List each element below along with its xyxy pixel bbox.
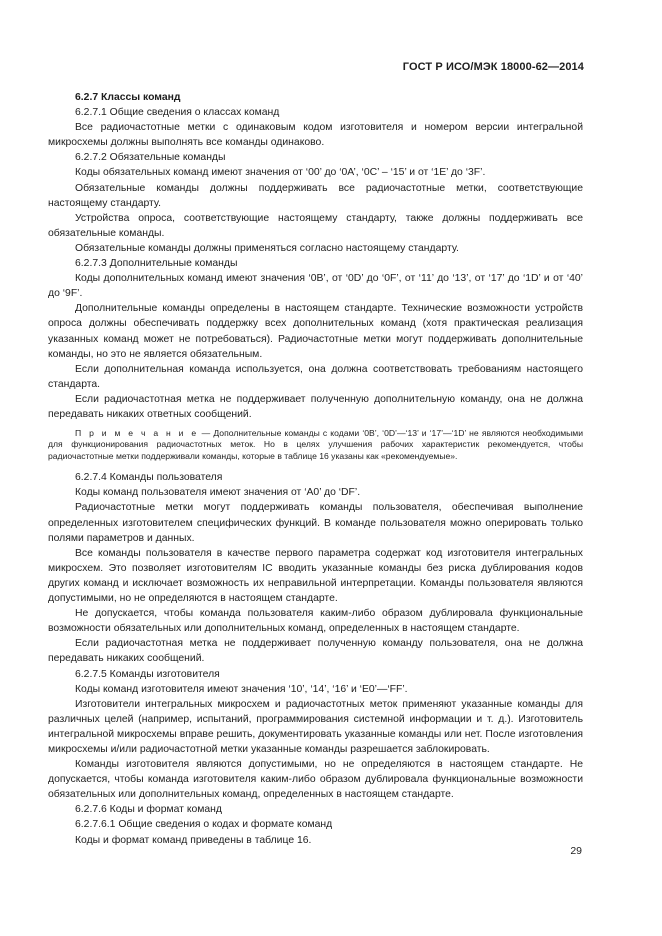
subsection-heading: 6.2.7.1 Общие сведения о классах команд [75, 107, 280, 119]
paragraph: Все команды пользователя в качестве первого параметра содержат код изготовителя интегральных микросхем. Это позволяет изготовителям IC вводить указанные команды без риска дублирования кодов других команд и исключает возможность их неправильной интерпретации. Команды пользователя являются допустимыми, но не определяются в настоящем стандарте. [48, 547, 583, 605]
note-label: П р и м е ч а н и е [75, 428, 199, 439]
paragraph: Коды и формат команд приведены в таблице 16. [75, 834, 312, 846]
paragraph: Если дополнительная команда используется, она должна соответствовать требованиям настоящего стандарта. [48, 363, 583, 390]
document-body [48, 90, 583, 848]
paragraph: Если радиочастотная метка не поддерживает полученную дополнительную команду, она не должна передавать никаких ответных сообщений. [48, 393, 583, 420]
subsection-heading: 6.2.7.4 Команды пользователя [75, 472, 223, 484]
paragraph: Если радиочастотная метка не поддерживает полученную команду пользователя, она не должна передавать никаких сообщений. [48, 638, 583, 665]
paragraph: Дополнительные команды определены в настоящем стандарте. Технические возможности устройств опроса должны обеспечивать поддержку всех дополнительных команд (хотя практическая реализация указанных команд может не потребоваться). Радиочастотные метки могут поддерживать дополнительные команды, но это не является обязательным. [48, 303, 583, 360]
paragraph: Радиочастотные метки могут поддерживать команды пользователя, обеспечивая выполнение определенных изготовителем специфических функций. В команде пользователя можно оперировать только полями параметров и данных. [48, 502, 583, 544]
paragraph: Все радиочастотные метки с одинаковым кодом изготовителя и номером версии интегральной микросхемы должны выполнять все команды одинаково. [48, 122, 583, 149]
section-heading: 6.2.7 Классы команд [75, 92, 181, 103]
paragraph: Обязательные команды должны поддерживать все радиочастотные метки, соответствующие настоящему стандарту. [48, 182, 583, 209]
note-text: — Дополнительные команды с кодами ‘0B’, ‘0D’—‘13’ и ‘17’—‘1D’ не являются необходимыми для функционирования радиочастотных меток. Но в целях улучшения рабочих характеристик рекомендуется, чтобы радиочастотные метки поддерживали команды, которые в таблице 16 указаны как «рекомендуемые». [48, 428, 583, 461]
document-header: ГОСТ Р ИСО/МЭК 18000-62—2014 [402, 61, 584, 73]
paragraph: Коды обязательных команд имеют значения от ‘00’ до ‘0A’, ‘0C’ – ‘15’ и от ‘1E’ до ‘3F’. [75, 167, 486, 179]
paragraph: Устройства опроса, соответствующие настоящему стандарту, также должны поддерживать все обязательные команды. [48, 212, 583, 239]
subsection-heading: 6.2.7.3 Дополнительные команды [75, 258, 238, 270]
paragraph: Не допускается, чтобы команда пользователя каким-либо образом дублировала функциональные возможности обязательных или дополнительных команд, определенных в настоящем стандарте. [48, 608, 583, 635]
page-number: 29 [570, 845, 582, 857]
paragraph: Коды дополнительных команд имеют значения ‘0B’, от ‘0D’ до ‘0F’, от ‘11’ до ‘13’, от ‘17’ до ‘1D’ и от ‘40’ до ‘9F’. [48, 273, 583, 300]
paragraph: Коды команд изготовителя имеют значения ‘10’, ‘14’, ‘16’ и ‘E0’—‘FF’. [75, 683, 408, 695]
subsection-heading: 6.2.7.6.1 Общие сведения о кодах и формате команд [75, 819, 333, 831]
subsection-heading: 6.2.7.2 Обязательные команды [75, 152, 226, 164]
paragraph: Изготовители интегральных микросхем и радиочастотных меток применяют указанные команды для различных целей (например, испытаний, программирования системной информации и т. д.). Изготовитель интегральной микросхемы вправе решить, документировать указанные команды или нет. После изготовления микросхемы и/или радиочастотной метки указанные команды разрешается заблокировать. [48, 698, 583, 755]
paragraph: Обязательные команды должны применяться согласно настоящему стандарту. [75, 242, 459, 254]
paragraph: Команды изготовителя являются допустимыми, но не определяются в настоящем стандарте. Не допускается, чтобы команда изготовителя каким-либо образом дублировала функциональные возможности обязательных или дополнительных команд, определенных в настоящем стандарте. [48, 759, 583, 801]
subsection-heading: 6.2.7.5 Команды изготовителя [75, 668, 220, 680]
subsection-heading: 6.2.7.6 Коды и формат команд [75, 804, 222, 816]
note [48, 428, 583, 462]
paragraph: Коды команд пользователя имеют значения от ‘A0’ до ‘DF’. [75, 487, 361, 499]
